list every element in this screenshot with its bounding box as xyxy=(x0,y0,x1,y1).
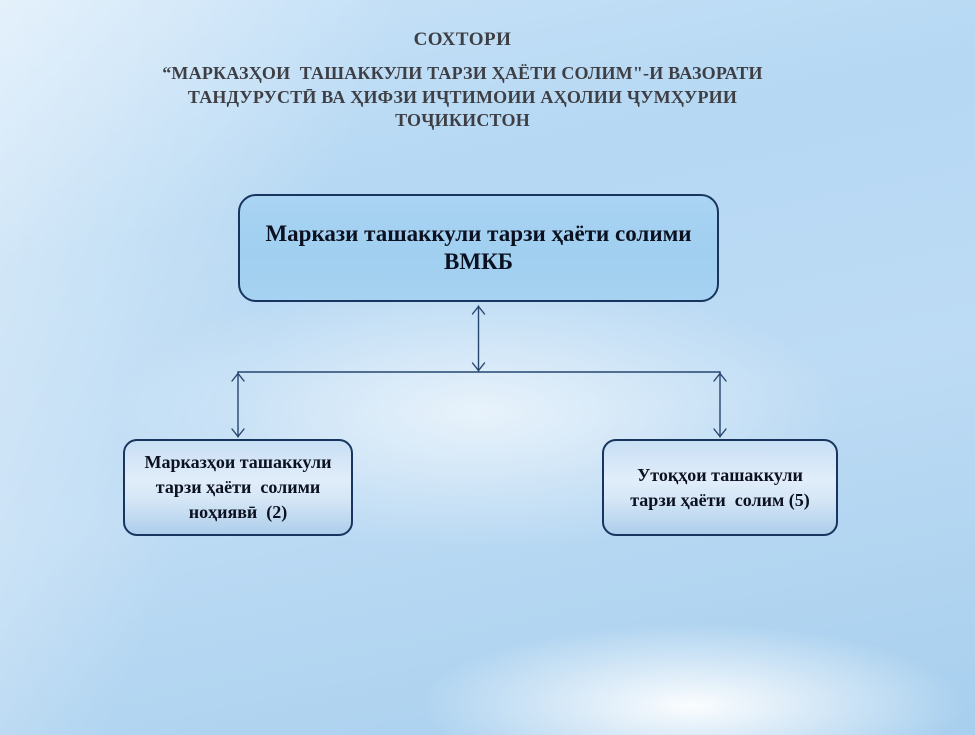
diagram-node-rooms xyxy=(602,439,838,536)
arrowhead-up-icon xyxy=(473,307,485,315)
slide-title: СОХТОРИ xyxy=(413,29,512,50)
node-line: ноҳиявӣ (2) xyxy=(188,502,288,522)
subtitle-line-2: ТАНДУРУСТӢ ВА ҲИФЗИ ИҶТИМОИИ АҲОЛИИ ҶУМҲУРИИ xyxy=(187,86,738,107)
diagram-node-root xyxy=(238,194,719,302)
node-line: тарзи ҳаёти солим (5) xyxy=(630,489,810,510)
node-line: Маркази ташаккули тарзи ҳаёти солими xyxy=(265,221,692,246)
arrowhead-up-icon xyxy=(714,374,726,382)
slide-heading xyxy=(25,29,900,133)
subtitle-line-3: ТОҶИКИСТОН xyxy=(395,110,530,130)
arrowhead-down-icon xyxy=(473,363,485,371)
node-line: ВМКБ xyxy=(444,249,513,274)
slide-subtitle xyxy=(25,62,900,133)
subtitle-line-1: “МАРКАЗҲОИ ТАШАККУЛИ ТАРЗИ ҲАЁТИ СОЛИМ"-И ВАЗОРАТИ xyxy=(162,63,763,83)
node-line: тарзи ҳаёти солими xyxy=(155,477,321,497)
node-line: Утоқҳои ташаккули xyxy=(637,464,803,485)
arrowhead-down-icon xyxy=(714,429,726,437)
diagram-node-district-centers xyxy=(123,439,353,536)
node-line: Марказҳои ташаккули xyxy=(144,452,332,472)
arrowhead-down-icon xyxy=(232,429,244,437)
arrowhead-up-icon xyxy=(232,374,244,382)
